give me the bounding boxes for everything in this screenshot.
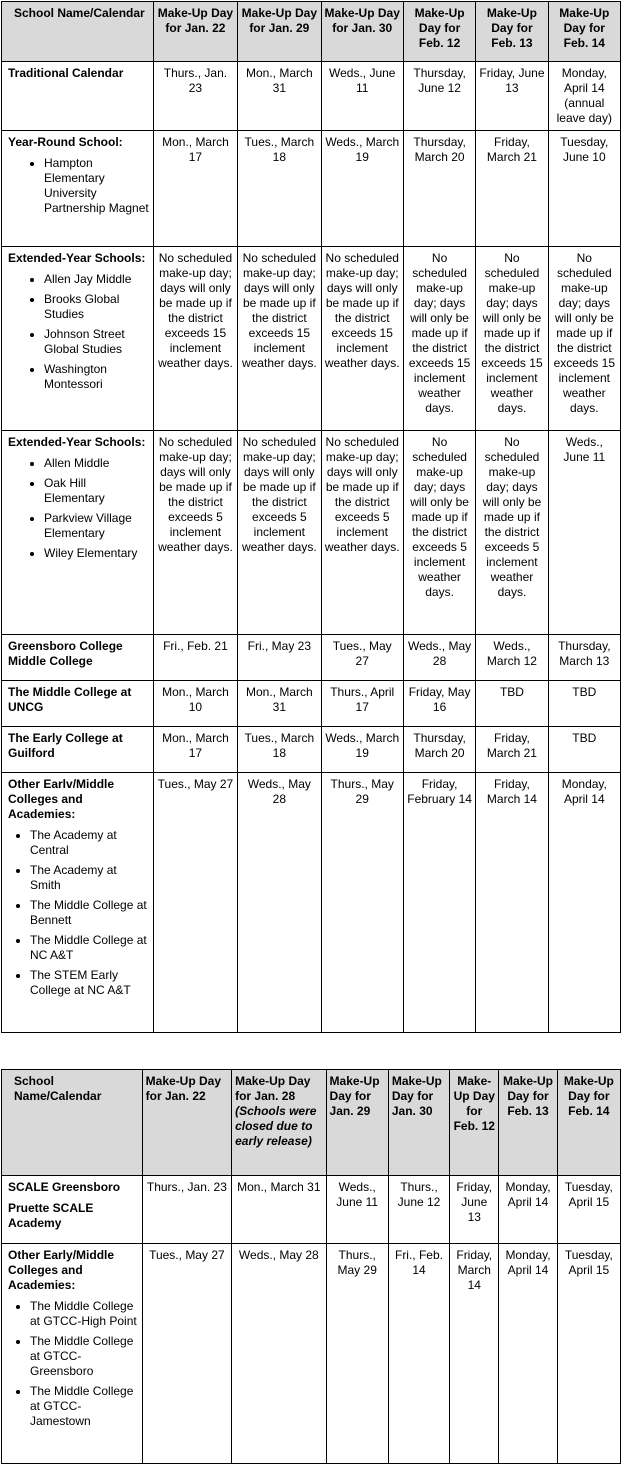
table-cell: Mon., March 31 [232,1176,326,1244]
table-row [2,1176,621,1244]
header-jan-28: Make-Up Day for Jan. 28 (Schools were closed due to early release) [232,1070,326,1176]
list-item: • Allen Jay Middle [44,272,150,287]
list-item: • The STEM Early College at NC A&T [30,968,150,998]
table-cell: Thurs., April 17 [321,681,403,727]
table-cell: Weds., June 11 [548,431,620,635]
school-name-cell: Extended-Year Schools: • Allen Jay Middle • Brooks Global Studies • Johnson Street Global Studies • Washington Montessori [2,247,154,431]
table-cell: Weds., March 19 [321,131,403,247]
table-cell: TBD [548,681,620,727]
list-item: • Oak Hill Elementary [44,476,150,506]
table-row [2,62,621,131]
header-jan-29: Make-Up Day for Jan. 29 [326,1070,388,1176]
table-cell: TBD [548,727,620,773]
list-item: • Parkview Village Elementary [44,511,150,541]
header-school-name: School Name/Calendar [2,2,154,62]
school-name-cell: SCALE Greensboro Pruette SCALE Academy [2,1176,143,1244]
table-row [2,131,621,247]
makeup-days-table-1 [1,1,621,1033]
table-cell: Monday, April 14 [499,1176,557,1244]
school-name-cell: Greensboro College Middle College [2,635,154,681]
table-row [2,1244,621,1464]
table-cell: Tuesday, April 15 [557,1176,620,1244]
header-jan-29: Make-Up Day for Jan. 29 [238,2,321,62]
table-cell: Thursday, June 12 [403,62,475,131]
table-cell: Mon., March 31 [238,681,321,727]
list-item: • The Academy at Smith [30,863,150,893]
school-name-cell: Other Earlv/Middle Colleges and Academies: • The Academy at Central • The Academy at Smith • The Middle College at Bennett • The Middle College at NC A&T • The STEM Early College at NC A&T [2,773,154,1033]
table2-header-row [2,1070,621,1176]
table-cell: No scheduled make-up day; days will only be made up if the district exceeds 15 inclement weather days. [476,247,548,431]
header-note: (Schools were closed due to early release) [235,1104,317,1148]
table-cell: No scheduled make-up day; days will only be made up if the district exceeds 5 inclement weather days. [238,431,321,635]
list-item: • Washington Montessori [44,362,150,392]
header-jan-22: Make-Up Day for Jan. 22 [153,2,237,62]
school-name-cell: Other Early/Middle Colleges and Academies: • The Middle College at GTCC-High Point • The Middle College at GTCC-Greensboro • The Middle College at GTCC-Jamestown [2,1244,143,1464]
table-cell: Tues., May 27 [321,635,403,681]
header-feb-14: Make-Up Day for Feb. 14 [557,1070,620,1176]
list-item: • Hampton Elementary University Partnership Magnet [44,156,150,216]
table-cell: Thurs., May 29 [326,1244,388,1464]
school-list [8,156,150,216]
table-cell: Tuesday, April 15 [557,1244,620,1464]
table-cell: Monday, April 14 (annual leave day) [548,62,620,131]
table-cell: Weds., May 28 [232,1244,326,1464]
list-item: • The Middle College at Bennett [30,898,150,928]
makeup-days-table-2 [1,1069,621,1464]
list-item: • The Academy at Central [30,828,150,858]
table-cell: Tues., May 27 [153,773,237,1033]
table-cell: Weds., March 19 [321,727,403,773]
table-row [2,727,621,773]
table-cell: No scheduled make-up day; days will only be made up if the district exceeds 15 inclement weather days. [548,247,620,431]
table-cell: Friday, March 21 [476,131,548,247]
list-item: • The Middle College at GTCC-Jamestown [30,1384,139,1429]
list-item: • The Middle College at NC A&T [30,933,150,963]
table-cell: Friday, June 13 [476,62,548,131]
table-cell: No scheduled make-up day; days will only be made up if the district exceeds 15 inclement weather days. [403,247,475,431]
table-cell: Friday, March 14 [450,1244,499,1464]
header-feb-12: Make-Up Day for Feb. 12 [450,1070,499,1176]
table-cell: Friday, May 16 [403,681,475,727]
table-cell: Fri., Feb. 21 [153,635,237,681]
table-cell: Thurs., Jan. 23 [153,62,237,131]
table-row [2,247,621,431]
table-cell: Monday, April 14 [548,773,620,1033]
table-cell: Mon., March 31 [238,62,321,131]
list-item: • Allen Middle [44,456,150,471]
table-cell: Friday, March 14 [476,773,548,1033]
table-cell: Monday, April 14 [499,1244,557,1464]
header-feb-13: Make-Up Day for Feb. 13 [476,2,548,62]
header-feb-13: Make-Up Day for Feb. 13 [499,1070,557,1176]
table-cell: Friday, February 14 [403,773,475,1033]
table-cell: Tues., March 18 [238,131,321,247]
table-cell: No scheduled make-up day; days will only be made up if the district exceeds 5 inclement weather days. [153,431,237,635]
table-cell: Fri., May 23 [238,635,321,681]
table-cell: No scheduled make-up day; days will only be made up if the district exceeds 15 inclement weather days. [321,247,403,431]
header-jan-22: Make-Up Day for Jan. 22 [142,1070,231,1176]
table-cell: Thurs., June 12 [388,1176,449,1244]
table-row [2,635,621,681]
table-row [2,431,621,635]
list-item: • Brooks Global Studies [44,292,150,322]
table-cell: Weds., May 28 [403,635,475,681]
list-item: • Johnson Street Global Studies [44,327,150,357]
table-cell: Weds., June 11 [326,1176,388,1244]
school-list [8,456,150,561]
table-cell: No scheduled make-up day; days will only be made up if the district exceeds 5 inclement weather days. [321,431,403,635]
table-cell: Mon., March 10 [153,681,237,727]
table-cell: No scheduled make-up day; days will only be made up if the district exceeds 15 inclement weather days. [238,247,321,431]
table-cell: Weds., March 12 [476,635,548,681]
school-name-cell: Traditional Calendar [2,62,154,131]
table-cell: Tuesday, June 10 [548,131,620,247]
table-cell: Thursday, March 20 [403,727,475,773]
school-list [8,272,150,392]
school-name-cell: The Middle College at UNCG [2,681,154,727]
header-school-name: School Name/Calendar [2,1070,143,1176]
table-cell: No scheduled make-up day; days will only be made up if the district exceeds 15 inclement weather days. [153,247,237,431]
table-cell: Friday, June 13 [450,1176,499,1244]
school-name-cell: Extended-Year Schools: • Allen Middle • Oak Hill Elementary • Parkview Village Elementary • Wiley Elementary [2,431,154,635]
table-cell: Weds., June 11 [321,62,403,131]
school-name-cell: The Early College at Guilford [2,727,154,773]
table-cell: Thursday, March 13 [548,635,620,681]
table-cell: Thurs., May 29 [321,773,403,1033]
table-cell: No scheduled make-up day; days will only be made up if the district exceeds 5 inclement weather days. [476,431,548,635]
table-cell: Mon., March 17 [153,131,237,247]
table-cell: Mon., March 17 [153,727,237,773]
table-cell: Weds., May 28 [238,773,321,1033]
table-row [2,773,621,1033]
header-jan-30: Make-Up Day for Jan. 30 [388,1070,449,1176]
table1-header-row [2,2,621,62]
list-item: • The Middle College at GTCC-High Point [30,1299,139,1329]
table-cell: Thursday, March 20 [403,131,475,247]
school-list [8,828,150,998]
table-cell: Tues., May 27 [142,1244,231,1464]
table-cell: No scheduled make-up day; days will only be made up if the district exceeds 5 inclement weather days. [403,431,475,635]
school-subtitle: Pruette SCALE Academy [8,1201,94,1230]
table-cell: Fri., Feb. 14 [388,1244,449,1464]
table-row [2,681,621,727]
header-feb-12: Make-Up Day for Feb. 12 [403,2,475,62]
table-cell: TBD [476,681,548,727]
list-item: • Wiley Elementary [44,546,150,561]
header-jan-30: Make-Up Day for Jan. 30 [321,2,403,62]
table-cell: Friday, March 21 [476,727,548,773]
table-cell: Thurs., Jan. 23 [142,1176,231,1244]
school-name-cell: Year-Round School: • Hampton Elementary University Partnership Magnet [2,131,154,247]
header-feb-14: Make-Up Day for Feb. 14 [548,2,620,62]
table-cell: Tues., March 18 [238,727,321,773]
school-list [8,1299,139,1429]
list-item: • The Middle College at GTCC-Greensboro [30,1334,139,1379]
